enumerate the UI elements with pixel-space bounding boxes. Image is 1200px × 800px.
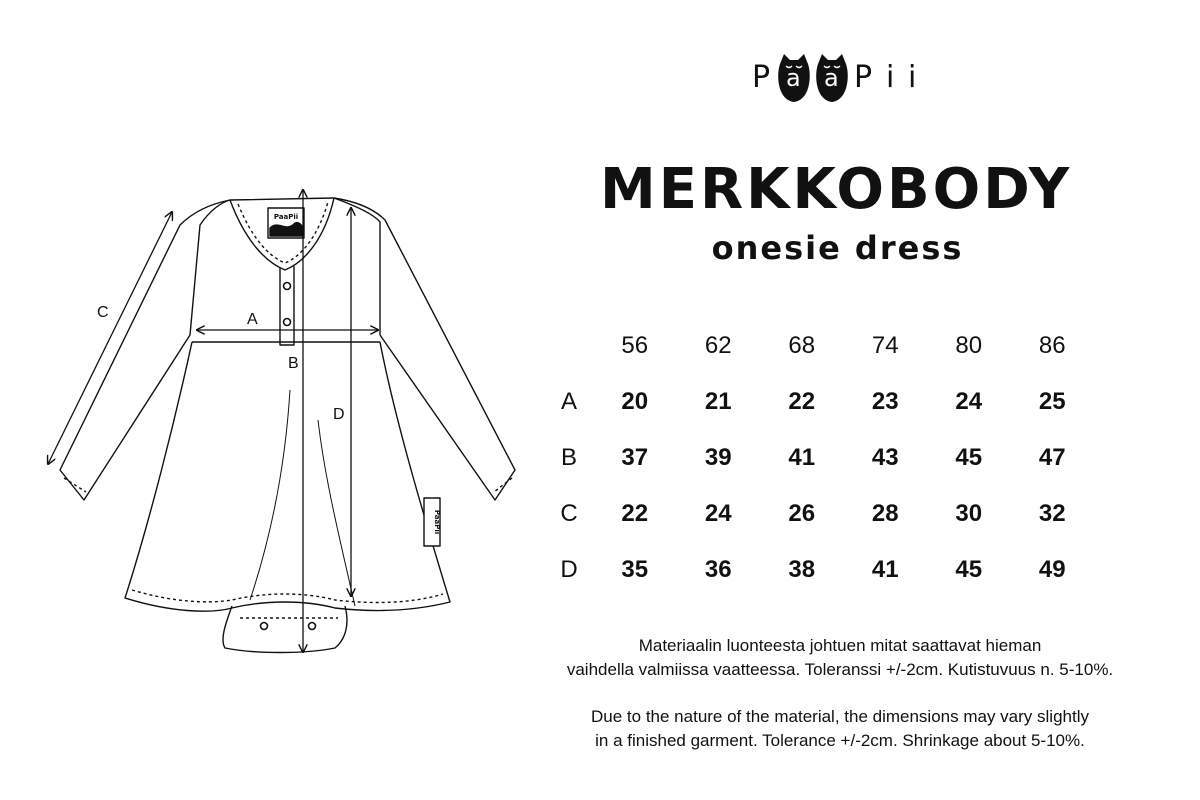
corner-cell [545,318,593,374]
measure-cell: 47 [1038,444,1066,471]
logo-letter: i [908,60,919,95]
note-line: vaihdella valmiissa vaatteessa. Toleranssi +/-2cm. Kutistuvuus n. 5-10%. [566,660,1114,679]
measure-cell: 22 [788,388,816,415]
measure-cell: 24 [704,500,732,527]
skirt [125,342,450,611]
snap-button [284,319,291,326]
onesie-bottom [223,606,347,653]
measure-cell: 23 [871,388,899,415]
measure-cell: 37 [621,444,649,471]
measure-cell: 26 [788,500,816,527]
measure-cell: 43 [871,444,899,471]
logo-letter: i [886,60,897,95]
measure-cell: 24 [955,388,983,415]
side-tag-label: PaaPii [433,509,441,535]
note-line: Due to the nature of the material, the dimensions may vary slightly [591,707,1089,726]
measure-cell: 32 [1038,500,1066,527]
measure-cell: 41 [871,556,899,583]
logo-letter: a [824,64,841,92]
measure-cell: 28 [871,500,899,527]
table-row [545,430,1094,486]
right-cuff [494,478,512,492]
measure-cell: 30 [955,500,983,527]
logo-letter: a [786,64,803,92]
measure-cell: 20 [621,388,649,415]
size-header-row [545,318,1094,374]
logo-letter: P [752,60,773,95]
size-header: 86 [1038,332,1066,359]
garment-diagram [0,0,560,800]
size-header: 62 [704,332,732,359]
measure-cell: 22 [621,500,649,527]
snap-button [261,623,268,630]
measure-c-arrow [48,212,172,464]
snap-button [309,623,316,630]
row-label: A [560,388,577,415]
label-b: B [288,355,299,372]
size-table [545,318,1094,598]
product-title: MERKKOBODY [600,157,1073,222]
neck-tag-label: PaaPii [273,213,299,221]
note-line: in a finished garment. Tolerance +/-2cm. Shrinkage about 5-10%. [595,731,1085,750]
measure-cell: 45 [955,444,983,471]
left-sleeve [60,200,230,500]
measure-cell: 35 [621,556,649,583]
product-subtitle: onesie dress [711,229,964,267]
note-english [500,705,1180,753]
measure-cell: 45 [955,556,983,583]
note-finnish [500,634,1180,682]
row-label: C [560,500,578,527]
table-row [545,374,1094,430]
brand-logo [752,50,932,106]
measure-cell: 38 [788,556,816,583]
logo-letter: P [854,60,875,95]
row-label: D [560,556,578,583]
measure-cell: 39 [704,444,732,471]
size-header: 80 [955,332,983,359]
label-c: C [97,304,109,321]
table-row [545,486,1094,542]
measure-cell: 49 [1038,556,1066,583]
measure-cell: 21 [704,388,732,415]
measure-cell: 36 [704,556,732,583]
placket [280,266,294,345]
measure-cell: 41 [788,444,816,471]
note-line: Materiaalin luonteesta johtuen mitat saattavat hieman [638,636,1042,655]
label-a: A [247,311,258,328]
snap-button [284,283,291,290]
measure-cell: 25 [1038,388,1066,415]
size-header: 74 [871,332,899,359]
row-label: B [560,444,577,471]
size-header: 56 [621,332,649,359]
right-sleeve [334,198,515,500]
size-header: 68 [788,332,816,359]
label-d: D [333,406,345,423]
table-row [545,542,1094,598]
